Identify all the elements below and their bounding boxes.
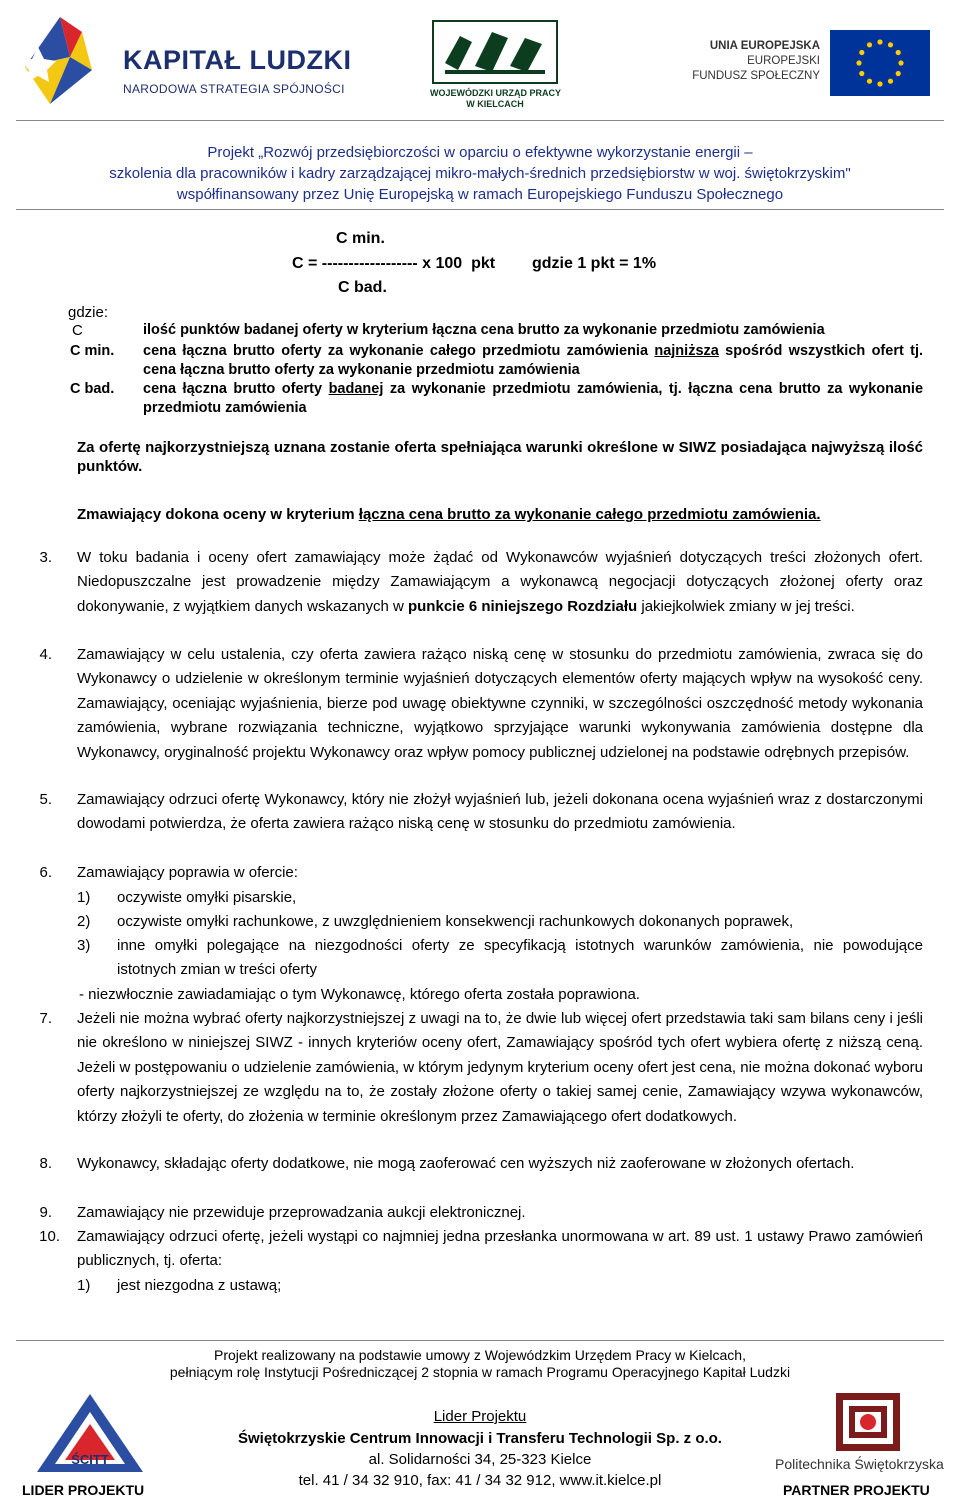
scitt-logo-text: ŚCITT (71, 1452, 109, 1467)
list-item: Jeżeli nie można wybrać oferty najkorzystniejszej z uwagi na to, że dwie lub więcej ofert przedstawia taki sam bilans ceny i jeśli nie określono w niniejszej SIWZ - innych kryteriów oceny ofert, Zamawiający spośród tych ofert wybiera ofertę z niższą ceną. Jeżeli w postępowaniu o udzielenie zamówienia, w którym jedynym kryterium oceny ofert jest cena, nie można dokonać wyboru oferty najkorzystniejszej ze względu na to, że zostały złożone oferty o takiej samej cenie, Zamawiający wzywa wykonawców, którzy złożyli te oferty, do złożenia w terminie określonym przez Zamawiającego ofert dodatkowych. (77, 1010, 923, 1125)
item-number: 4. (39, 646, 52, 663)
wup-name-line2: W KIELCACH (466, 99, 524, 109)
wup-emblem-icon (430, 18, 560, 88)
right-caption: PARTNER PROJEKTU (783, 1482, 930, 1498)
politechnika-emblem-icon (835, 1392, 901, 1452)
definition-text-cmin (143, 342, 923, 380)
cmin-text-b: spośród wszystkich ofert tj. cena łączna brutto oferty za wykonanie przedmiotu zamówienia (143, 343, 923, 378)
eu-logo (690, 30, 930, 100)
left-caption: LIDER PROJEKTU (22, 1482, 145, 1498)
footer-line-2: pełniącym rolę Instytucji Pośredniczącej 2 stopnia w ramach Programu Operacyjnego Kapitał Ludzki (169, 1364, 791, 1380)
subitem-number: 1) (77, 1277, 91, 1294)
item-number: 10. (39, 1228, 60, 1245)
formula-denominator: C bad. (338, 279, 387, 296)
kapital-ludzki-logo (20, 12, 350, 112)
cmin-text-underlined: najniższa (654, 343, 719, 359)
eu-name-line1: UNIA EUROPEJSKA (709, 40, 820, 52)
list-item: Zamawiający odrzuci ofertę, jeżeli wystąpi co najmniej jedna przesłanka unormowana w art. 89 ust. 1 ustawy Prawo zamówień publicznych, tj. oferta: (77, 1228, 923, 1270)
cbad-text-a: cena łączna brutto oferty (143, 381, 323, 397)
list-item (77, 546, 923, 619)
item-number: 6. (39, 864, 52, 881)
eu-name-line2: EUROPEJSKI (747, 55, 820, 67)
header-divider (16, 120, 944, 121)
definition-text-c: ilość punktów badanej oferty w kryterium łączna cena brutto za wykonanie przedmiotu zamówienia (143, 322, 825, 338)
definition-label-cbad: C bad. (70, 381, 115, 397)
definition-label-cmin: C min. (70, 343, 115, 359)
footer-divider (16, 1340, 944, 1341)
eu-name-line3: FUNDUSZ SPOŁECZNY (692, 70, 820, 82)
definitions-intro: gdzie: (68, 304, 109, 321)
item6-note: - niezwłocznie zawiadamiając o tym Wykonawcę, którego oferta została poprawiona. (79, 986, 640, 1003)
definition-label-c: C (72, 322, 83, 339)
project-line-3: współfinansowany przez Unię Europejską w ramach Europejskiego Funduszu Społecznego (176, 186, 784, 203)
list-item: Wykonawcy, składając oferty dodatkowe, nie mogą zaoferować cen wyższych niż zaoferowane w złożonych ofertach. (77, 1155, 855, 1172)
formula-note: gdzie 1 pkt = 1% (532, 255, 657, 272)
cbad-text-underlined: badanej (328, 381, 384, 397)
footer-line-1: Projekt realizowany na podstawie umowy z Wojewódzkim Urzędem Pracy w Kielcach, (214, 1347, 746, 1363)
item-number: 8. (39, 1155, 52, 1172)
subitem-number: 3) (77, 937, 91, 954)
project-line-2: szkolenia dla pracowników i kadry zarządzającej mikro-małych-średnich przedsiębiorstw w woj. świętokrzyskim" (109, 165, 851, 182)
lider-contact: tel. 41 / 34 32 910, fax: 41 / 34 32 912, www.it.kielce.pl (298, 1472, 662, 1489)
lider-address: al. Solidarności 34, 25-323 Kielce (368, 1451, 592, 1468)
wup-logo (430, 18, 560, 113)
subitem: oczywiste omyłki rachunkowe, z uwzględnieniem konsekwencji rachunkowych dokonanych poprawek, (117, 913, 794, 930)
list-item: Zamawiający odrzuci ofertę Wykonawcy, który nie złożył wyjaśnień lub, jeżeli dokonana ocena wyjaśnień wraz z dostarczonymi dowodami potwierdza, że oferta zawiera rażąco niską cenę w stosunku do przedmiotu zamówienia. (77, 791, 923, 833)
item3-text-bold: punkcie 6 niniejszego Rozdziału (407, 597, 638, 615)
item3-text-a: W toku badania i oceny ofert zamawiający może żądać od Wykonawców wyjaśnień dotyczących treści złożonych ofert. Niedopuszczalne jest prowadzenie między Zamawiającym a wykonawcą negocjacji dotyczących złożonej oferty oraz dokonywanie, z wyjątkiem danych wskazanych w (77, 549, 923, 615)
subitem: oczywiste omyłki pisarskie, (117, 889, 297, 906)
eu-flag-icon (830, 30, 930, 96)
cmin-text-a: cena łączna brutto oferty za wykonanie całego przedmiotu zamówienia (143, 343, 649, 359)
criterion-underlined: łączna cena brutto za wykonanie całego przedmiotu zamówienia. (358, 506, 821, 523)
item-number: 9. (39, 1204, 52, 1221)
header-divider-2 (16, 209, 944, 210)
formula-main: C = ------------------ x 100 pkt (292, 255, 496, 272)
evaluation-criterion-paragraph (77, 505, 923, 524)
definition-text-cbad (143, 380, 923, 418)
subitem-number: 2) (77, 913, 91, 930)
formula-numerator: C min. (336, 230, 385, 247)
lider-label: Lider Projektu (433, 1408, 527, 1425)
subitem: inne omyłki polegające na niezgodności oferty ze specyfikacją istotnych warunków zamówienia, nie powodujące istotnych zmian w treści oferty (117, 937, 923, 979)
list-item: Zamawiający nie przewiduje przeprowadzania aukcji elektronicznej. (77, 1204, 526, 1221)
item-number: 7. (39, 1010, 52, 1027)
lider-name: Świętokrzyskie Centrum Innowacji i Transferu Technologii Sp. z o.o. (238, 1430, 722, 1447)
kapital-ludzki-title: KAPITAŁ LUDZKI (123, 45, 352, 75)
item-number: 5. (39, 791, 52, 808)
kapital-ludzki-subtitle: NARODOWA STRATEGIA SPÓJNOŚCI (123, 82, 345, 96)
politechnika-logo (775, 1392, 955, 1497)
item-number: 3. (39, 549, 52, 566)
list-item: Zamawiający w celu ustalenia, czy oferta zawiera rażąco niską cenę w stosunku do przedmiotu zamówienia, zwraca się do Wykonawcy o udzielenie w określonym terminie wyjaśnień dotyczących elementów oferty mających wpływ na wysokość ceny. Zamawiający, oceniając wyjaśnienia, bierze pod uwagę obiektywne czynniki, w szczególności oszczędność metody wykonania zamówienia, wybrane rozwiązania techniczne, wyjątkowo sprzyjające warunki wykonywania zamówienia dostępne dla Wykonawcy, oryginalność projektu Wykonawcy oraz wpływ pomocy publicznej udzielonej na podstawie odrębnych przepisów. (77, 646, 923, 761)
project-line-1: Projekt „Rozwój przedsiębiorczości w oparciu o efektywne wykorzystanie energii – (207, 144, 753, 161)
wup-name-line1: WOJEWÓDZKI URZĄD PRACY (430, 88, 561, 98)
subitem-number: 1) (77, 889, 91, 906)
kapital-ludzki-star-icon (20, 12, 120, 112)
cbad-text-b: za wykonanie przedmiotu zamówienia, tj. łączna cena brutto za wykonanie przedmiotu zamówienia (143, 381, 924, 416)
criterion-text: Zmawiający dokona oceny w kryterium (77, 506, 359, 523)
subitem: jest niezgodna z ustawą; (117, 1277, 282, 1294)
scitt-logo (20, 1392, 160, 1497)
politechnika-name: Politechnika Świętokrzyska (775, 1456, 944, 1472)
item3-text-c: jakiejkolwiek zmiany w jej treści. (637, 597, 855, 615)
project-description (20, 142, 940, 205)
list-item: Zamawiający poprawia w ofercie: (77, 864, 298, 881)
best-offer-paragraph: Za ofertę najkorzystniejszą uznana zostanie oferta spełniająca warunki określone w SIWZ posiadająca najwyższą ilość punktów. (77, 439, 923, 475)
